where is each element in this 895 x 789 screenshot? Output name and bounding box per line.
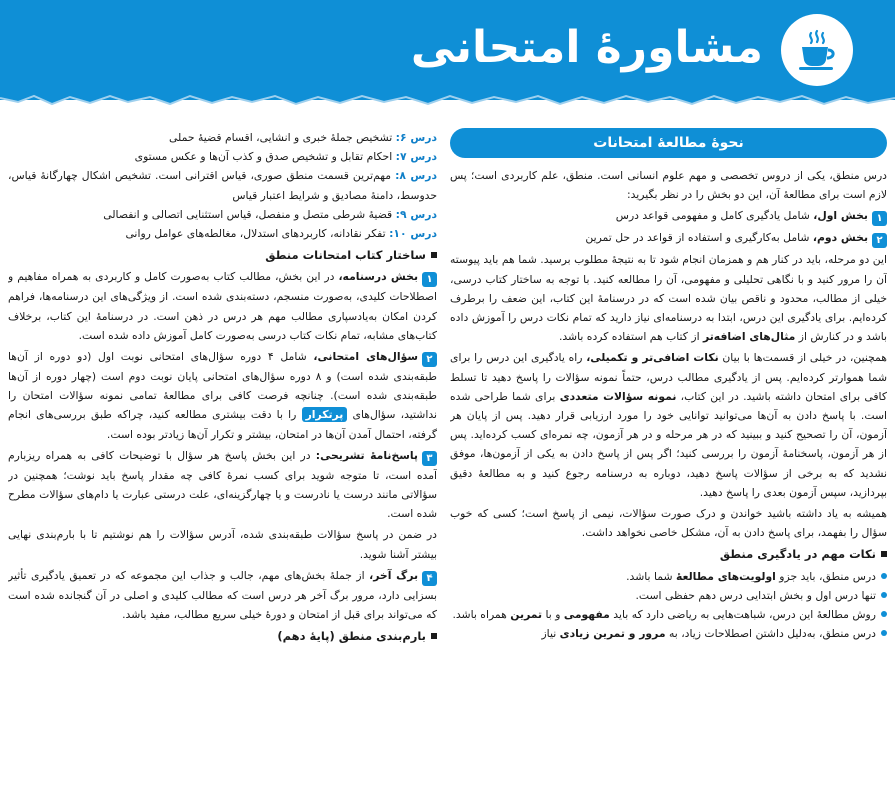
tips-heading: نکات مهم در یادگیری منطق xyxy=(450,545,887,564)
number-badge: ۳ xyxy=(422,451,437,466)
square-bullet-icon xyxy=(431,633,437,639)
tip-item: درس منطق، به‌دلیل داشتن اصطلاحات زیاد، به مرور و تمرین زیادی نیاز xyxy=(450,624,887,643)
coffee-cup-badge xyxy=(781,14,853,86)
structure-item-questions: ۲سؤال‌های امتحانی، شامل ۴ دوره سؤال‌های امتحانی نوبت اول (دو دوره از آن‌ها طبقه‌بندی شده است) و ۸ دوره سؤال‌های امتحانی پایان نوبت دوم است (چهار دوره از آن‌ها طبقه‌بندی شده است). چنانچه فرصت کافی برای مطالعهٔ تمامی نمونه سؤالات امتحان را نداشتید، سؤال‌های پرتکرار را با دقت بیشتری مطالعه کنید، چراکه طبق بررسی‌های انجام گرفته، احتمال آمدن آن‌ها در امتحان، بیشتر و تکرار آن‌ها زیادتر بوده است. xyxy=(8,350,437,441)
section-heading-pill: نحوهٔ مطالعهٔ امتحانات xyxy=(450,128,887,158)
number-badge: ۱ xyxy=(422,272,437,287)
frequent-tag: پرتکرار xyxy=(302,407,348,422)
dot-bullet-icon xyxy=(881,573,887,579)
torn-paper-edge xyxy=(0,88,895,116)
number-badge: ۲ xyxy=(872,233,887,248)
dot-bullet-icon xyxy=(881,630,887,636)
page-title: مشاورهٔ امتحانی xyxy=(410,22,763,73)
part-one-item: ۱بخش اول، شامل یادگیری کامل و مفهومی قواعد درس xyxy=(450,206,887,226)
number-badge: ۲ xyxy=(422,352,437,367)
number-badge: ۱ xyxy=(872,211,887,226)
tip-item: روش مطالعهٔ این درس، شباهت‌هایی به ریاضی دارد که باید مفهومی و با تمرین همراه باشد. xyxy=(450,605,887,624)
structure-item-last-page: ۴برگ آخر، از جملهٔ بخش‌های مهم، جالب و جذاب این مجموعه که در تعمیق یادگیری تأثیر بسزایی دارد، مرور برگ آخر هر درس است که مطالب کلیدی و اصلی در آن گنجانده شده است که می‌تواند برای قبل از امتحان و دورهٔ خیلی سریع مطالب، مفید باشد. xyxy=(8,568,437,622)
lesson-line: درس ۷: احکام تقابل و تشخیص صدق و کذب آن‌ها و عکس مستوی xyxy=(134,150,437,164)
lesson-line: درس ۸: مهم‌ترین قسمت منطق صوری، قیاس اقترانی است. تشخیص اشکال چهارگانهٔ قیاس، حدوسط، دامنهٔ مصادیق و شرایط اعتبار قیاس xyxy=(8,169,437,202)
dot-bullet-icon xyxy=(881,592,887,598)
structure-item-lessons: ۱بخش درسنامه، در این بخش، مطالب کتاب به‌صورت کامل و کاربردی به همراه مفاهیم و اصطلاحات کلیدی، به‌صورت منسجم، دسته‌بندی شده است. از ویژگی‌های این درسنامه‌ها، فراهم کردن امکان به‌یادسپاری مطالب مهم هر درس در ذهن است. در درسنامهٔ این کتاب، برخلاف کتاب‌های مشابه، تمام نکات کتاب درسی به‌صورت کامل آموزش داده شده است. xyxy=(8,270,437,342)
intro-paragraph: درس منطق، یکی از دروس تخصصی و مهم علوم انسانی است. منطق، علم کاربردی است؛ پس لازم است برای مطالعهٔ آن، این دو بخش را در نظر بگیرید: xyxy=(450,169,887,202)
paragraph-extra-notes: همچنین، در خیلی از قسمت‌ها با بیان نکات اضافی‌تر و تکمیلی، راه یادگیری این درس را برای شما هموارتر کرده‌ایم. پس از یادگیری مطالب درس، حتماً نمونه سؤالات را پاسخ دهید تا تسلط کافی برای امتحان داشته باشید. در این کتاب، نمونه سؤالات متعددی برای شما طراحی شده است. با پاسخ دادن به آن‌ها می‌توانید توانایی خود را مورد ارزیابی قرار دهید. پس از پایان هر آزمون، آن را تصحیح کنید و ببینید که در هر مرحله و در هر آزمون، چه نمره‌ای کسب کرده‌اید. پس از هر آزمون، پاسخنامهٔ آزمون را بررسی کنید؛ اگر پس از پاسخ دادن به یکی از آزمون‌ها، موفق نشدید که به برخی از سؤالات پاسخ دهید، دوباره به درسنامه رجوع کنید و به مطالعهٔ دقیق بپردازید، سپس آزمون بعدی را پاسخ دهید. xyxy=(450,351,887,499)
answers-note: در ضمن در پاسخ سؤالات طبقه‌بندی شده، آدرس سؤالات را هم نوشتیم تا با بارم‌بندی نهایی بیشتر آشنا شوید. xyxy=(8,528,437,561)
lesson-line: درس ۹: قضیهٔ شرطی متصل و منفصل، قیاس استثنایی اتصالی و انفصالی xyxy=(103,207,437,221)
tip-item: تنها درس اول و بخش ابتدایی درس دهم حفظی است. xyxy=(450,586,887,605)
paragraph-reminder: همیشه به یاد داشته باشید خواندن و درک صورت سؤالات، نیمی از پاسخ است؛ کسی که خوب سؤال را بفهمد، برای پاسخ دادن به آن، مشکل خاصی نخواهد داشت. xyxy=(450,507,887,540)
grading-heading: بارم‌بندی منطق (پایهٔ دهم) xyxy=(8,627,437,646)
tip-item: درس منطق، باید جزو اولویت‌های مطالعهٔ شما باشد. xyxy=(450,567,887,586)
paragraph-sequence: این دو مرحله، باید در کنار هم و همزمان انجام شود تا به نتیجهٔ مطلوب برسید. شما هم باید پیوسته آن را مرور کنید و با نگاهی تحلیلی و مفهومی، آن را مطالعه کنید. با توجه به ساختار کتاب درسی، خیلی از مطالب، محدود و ناقص بیان شده است که در درسنامهٔ این کتاب، این ضعف را برطرف کرده‌ایم. برای یادگیری این درس، ابتدا به درسنامه‌ای نیاز دارید که تمام نکات درس را آموزش داده باشد و در کنارش از مثال‌های اضافه‌تر از کتاب هم استفاده کرده باشد. xyxy=(450,253,887,344)
book-structure-column xyxy=(8,128,437,789)
header-banner xyxy=(0,0,895,112)
structure-item-answers: ۳پاسخ‌نامهٔ تشریحی: در این بخش پاسخ هر سؤال با توضیحات کافی به همراه ریزبارم آمده است، تا متوجه شوید برای کسب نمرهٔ کافی چه مقدار پاسخ باید نوشت؛ همچنین در سؤالاتی مانند درست یا نادرست و یا چهارگزینه‌ای، علت درستی عبارت یا دام‌های سؤالات مطرح شده است. xyxy=(8,448,437,521)
dot-bullet-icon xyxy=(881,611,887,617)
lesson-line: درس ۶: تشخیص جملهٔ خبری و انشایی، اقسام قضیهٔ حملی xyxy=(169,131,437,144)
square-bullet-icon xyxy=(881,551,887,557)
lesson-line: درس ۱۰: تفکر نقادانه، کاربردهای استدلال، مغالطه‌های عوامل روانی xyxy=(125,227,437,241)
structure-heading: ساختار کتاب امتحانات منطق xyxy=(8,246,437,265)
study-method-column xyxy=(450,128,887,789)
coffee-cup-icon xyxy=(794,27,840,73)
number-badge: ۴ xyxy=(422,571,437,586)
square-bullet-icon xyxy=(431,252,437,258)
part-two-item: ۲بخش دوم، شامل به‌کارگیری و استفاده از قواعد در حل تمرین xyxy=(450,228,887,248)
